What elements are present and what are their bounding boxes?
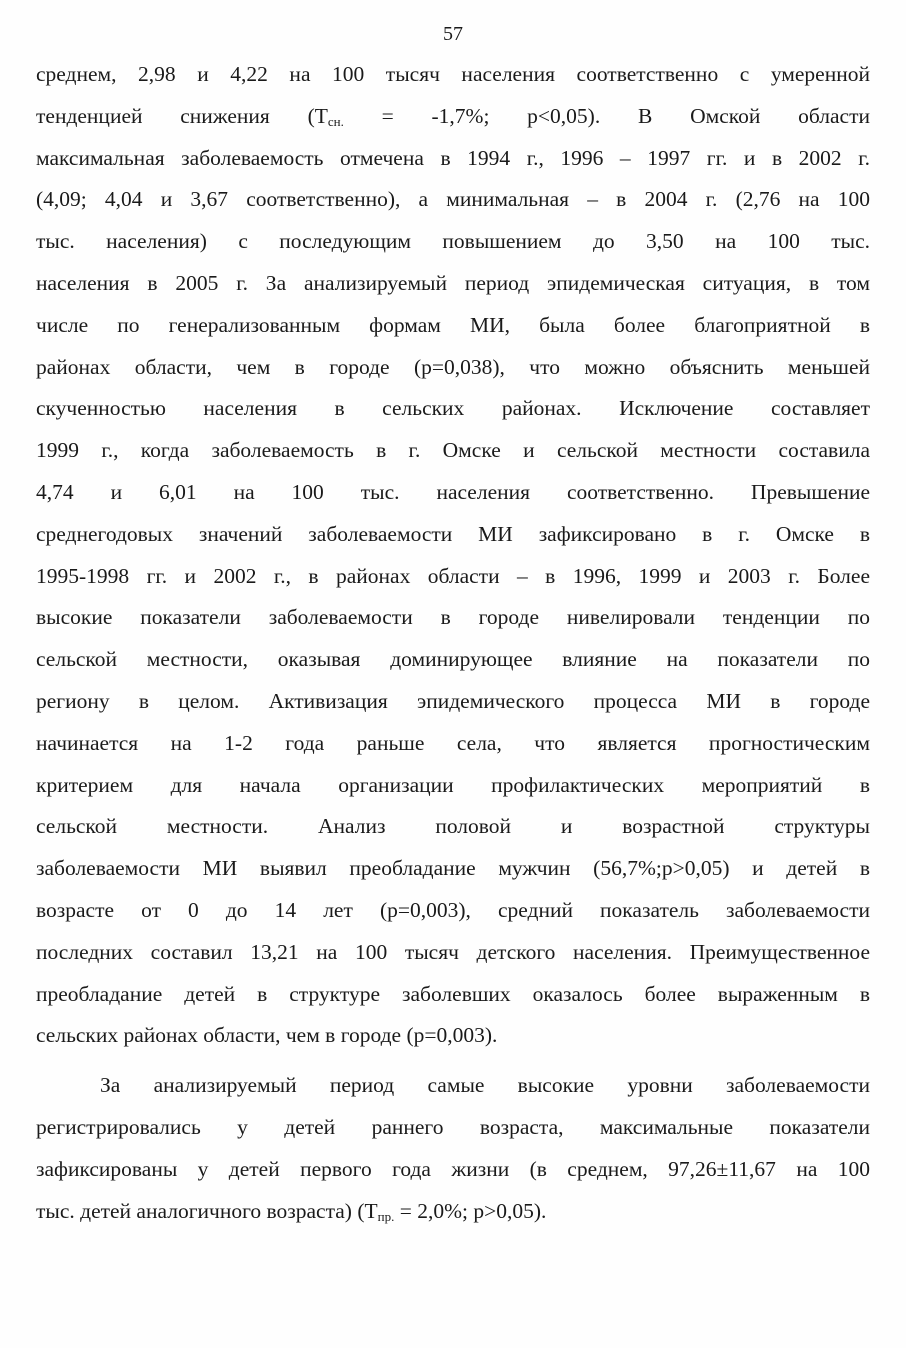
page-number: 57: [443, 23, 463, 45]
text-line: районах области, чем в городе (p=0,038), что можно объяснить меньшей: [36, 354, 870, 379]
text-line: 4,74 и 6,01 на 100 тыс. населения соответственно. Превышение: [36, 479, 870, 504]
body-text: [36, 54, 870, 1232]
text-line: возрасте от 0 до 14 лет (p=0,003), средний показатель заболеваемости: [36, 897, 870, 922]
text-line: максимальная заболеваемость отмечена в 1994 г., 1996 – 1997 гг. и в 2002 г.: [36, 145, 870, 170]
text-line: начинается на 1-2 года раньше села, что является прогностическим: [36, 730, 870, 755]
text-line: заболеваемости МИ выявил преобладание мужчин (56,7%;p>0,05) и детей в: [36, 856, 870, 881]
text-line: (4,09; 4,04 и 3,67 соответственно), а минимальная – в 2004 г. (2,76 на 100: [36, 187, 870, 212]
text-line: регистрировались у детей раннего возраста, максимальные показатели: [36, 1114, 870, 1139]
paragraph: [36, 54, 870, 1057]
subscript: пр.: [377, 1208, 395, 1224]
text-line: За анализируемый период самые высокие уровни заболеваемости: [100, 1073, 870, 1098]
text-line: преобладание детей в структуре заболевших оказалось более выраженным в: [36, 981, 870, 1006]
text-line: высокие показатели заболеваемости в городе нивелировали тенденции по: [36, 605, 870, 630]
text-line: среднем, 2,98 и 4,22 на 100 тысяч населения соответственно с умеренной: [36, 62, 870, 86]
text-line: 1995-1998 гг. и 2002 г., в районах области – в 1996, 1999 и 2003 г. Более: [36, 563, 870, 588]
text-line: региону в целом. Активизация эпидемического процесса МИ в городе: [36, 688, 870, 713]
text-line: сельской местности. Анализ половой и возрастной структуры: [36, 814, 870, 839]
text-line: тыс. детей аналогичного возраста) ($Т_{пр.} = 2,0\%$; p>0,05).: [36, 1198, 547, 1224]
text-line: скученностью населения в сельских районах. Исключение составляет: [36, 396, 870, 421]
text-line: населения в 2005 г. За анализируемый период эпидемическая ситуация, в том: [36, 270, 870, 295]
text-line: тыс. населения) с последующим повышением до 3,50 на 100 тыс.: [36, 229, 870, 254]
paragraph: [36, 1065, 870, 1232]
text-line: тенденцией снижения ($Т_{сн.} = -1,7\%$; p<0,05). В Омской области: [36, 103, 870, 129]
text-line: среднегодовых значений заболеваемости МИ зафиксировано в г. Омске в: [36, 521, 870, 546]
text-line: критерием для начала организации профилактических мероприятий в: [36, 772, 870, 797]
text-line: последних составил 13,21 на 100 тысяч детского населения. Преимущественное: [36, 939, 870, 964]
text-line: сельской местности, оказывая доминирующее влияние на показатели по: [36, 647, 870, 672]
text-line: зафиксированы у детей первого года жизни (в среднем, 97,26±11,67 на 100: [36, 1156, 870, 1181]
text-line: 1999 г., когда заболеваемость в г. Омске и сельской местности составила: [36, 438, 870, 463]
text-line: сельских районах области, чем в городе (p=0,003).: [36, 1023, 498, 1048]
text-line: числе по генерализованным формам МИ, была более благоприятной в: [36, 312, 870, 337]
subscript: сн.: [327, 113, 344, 129]
